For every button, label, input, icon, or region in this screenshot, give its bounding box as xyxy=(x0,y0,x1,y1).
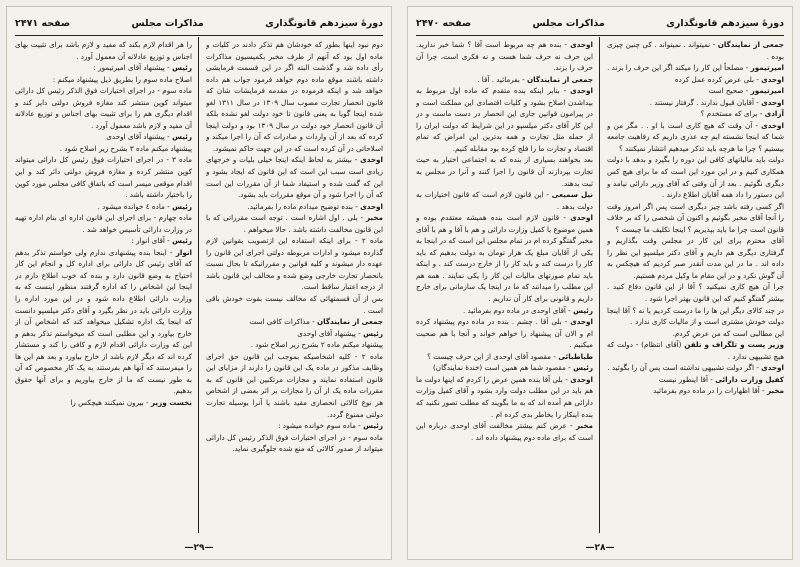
speaker-name: نخست وزیر xyxy=(150,397,192,407)
speaker-name: اوحدی xyxy=(360,155,383,165)
paragraph-text: پیشنهاد میکنم ماده ۲ بشرح زیر اصلاح شود . xyxy=(250,340,383,350)
speech-paragraph xyxy=(416,212,593,304)
speech-paragraph xyxy=(206,328,383,340)
paragraph-text: در چند کالای دیگر این ها را ما درست کردیم یا نه ؟ آقا اینجا دولت خودش مشتری است و از مالیات کاری ندارد . xyxy=(607,305,784,327)
speaker-name: امیرتیمور xyxy=(750,63,784,73)
speaker-name: اوحدی xyxy=(761,363,784,373)
paragraph-text: اگر کسی رفته باشد چیز دیگری است پس اگر امروز وقت را آنجا آقای مخبر بگوئیم و اکنون آن شخصی را که بر خلاف قانون است چرا ما باید بپذیریم ؟ اینجا تکلیف ما چیست ؟ xyxy=(607,201,784,234)
speaker-name: آزادی xyxy=(764,109,784,119)
speech-paragraph xyxy=(607,39,784,62)
header-rule xyxy=(15,35,383,36)
column-rule xyxy=(599,37,600,533)
text-paragraph xyxy=(15,85,192,131)
paragraph-text: - بلی آقا . چشم . بنده در ماده دوم پیشنهاد کرده ام و الان آن پیشنهاد را خواهم خواند و آنجا با هم صحبت میکنیم . xyxy=(416,317,593,350)
speech-paragraph xyxy=(416,305,593,317)
paragraph-text: بعد بخواهند بسیاری از بنده که به اجتماعی اختیار به حیث تجارت بپردازند آن قانون را اجرا کنند و آنرا در مجلس به ثبت بدهند. xyxy=(416,155,593,188)
speech-paragraph xyxy=(607,120,784,155)
speaker-name: امیرتیمور xyxy=(750,86,784,96)
speaker-name: انوار xyxy=(175,247,192,257)
speaker-name: وزیر پست و تلگراف و تلفن xyxy=(684,340,784,350)
text-paragraph xyxy=(206,293,383,316)
speech-paragraph xyxy=(206,420,383,432)
speech-paragraph xyxy=(15,235,192,247)
paragraph-text: - بلی . اول اشاره است . توجه است مقرراتی که با این قانون مخالفت داشته باشد . حالا میخواهم . xyxy=(206,213,383,234)
header-session: دورهٔ سیزدهم قانونگذاری xyxy=(265,18,383,29)
speech-paragraph xyxy=(416,39,593,74)
speaker-name: اوحدی xyxy=(570,374,593,384)
paragraph-text: - برای که مستخدم ؟ xyxy=(700,109,763,119)
paragraph-text: - بنده هم چه مربوط است آقا ؟ شما خبر ندارید. این حرف نه حرف شما هست و نه فکری است، چرا آن حرف را بزند. xyxy=(416,40,593,73)
paragraph-text: دوم نبود اینها بطور که خودشان هم تذکر دادند در کلیات و ماده اول بود که آنهم از طرف مخبر بکمیسیون مذاکرات رأی داده شد و گذشت البته اگر در این قسمت فرمایشی داشته باشند موقع ماده دوم خواهد فرمود جواب هم داده خواهد شد و اینکه فرموده در مقدمه فرمایشات شان که قانون انحصار تجارت مصوب سال ۱۳۰۹ در سال ۱۳۱۱ لغو شده اینجا گویا به یعنی قانون تا خود دولت لغو نشده بلکه آن قانون انحصار خود دولت در سال ۱۳۰۹ بود و دولت اینجا کرده که بعد از آن واردات و صادرات که آن را اجرا میکند و اسلاحاتی در آن کرده است که در این جهت حاکم نمیشود. xyxy=(206,40,383,153)
paragraph-text: - بفرمائید . آقا . xyxy=(477,74,525,84)
speech-paragraph xyxy=(206,316,383,328)
speech-paragraph xyxy=(607,74,784,86)
text-paragraph xyxy=(607,305,784,328)
speech-paragraph xyxy=(607,385,784,397)
speech-paragraph xyxy=(416,362,593,374)
paragraph-text: بس از آن قسمتهائی که مخالف نیست بقوت خودش باقی است . xyxy=(206,294,383,315)
paragraph-text: - اگر دولت تشبیهی نداشته است پس آن را بگوئید . xyxy=(607,363,759,373)
paragraph-text: - آن وقت که هیچ کاری است با او . . مگر من و شما که اینجا نشسته ایم چه عذری داریم که رفاهیت جامعه بیستیم ؟ چرا ما هرچه باید تذکر میدهیم انتشار نمیکنند ؟ xyxy=(607,120,784,153)
text-paragraph xyxy=(416,154,593,189)
paragraph-text: - ماده ٤ خوانده میشود . xyxy=(97,201,170,211)
text-paragraph xyxy=(607,201,784,236)
speech-paragraph xyxy=(607,62,784,74)
speech-paragraph xyxy=(416,74,593,86)
speech-paragraph xyxy=(607,97,784,109)
speaker-name: رئیس xyxy=(573,363,593,373)
paragraph-text: - بلی عرض کرده عمل کرده xyxy=(674,74,759,84)
speaker-name: اوحدی xyxy=(761,120,784,130)
header-title: مذاکرات مجلس xyxy=(532,18,605,29)
text-paragraph xyxy=(15,212,192,235)
paragraph-text: - اینجا بنده پیشنهادی ندارم ولی خواستم تذکر بدهم که آقای رئیس کل دارائی برای اداره کل و انجام این کار احتیاج به وضع قانون دارد و بنده که خوب اطلاع دارم در اینجا این اشخاص را که اداره گرفتند منظور اینست که به وزارت دارائی اطلاع داده شود و در این مورد اداره را وزارت دارائی باید در نظر بگیرد و آقای دکتر میلسپو دانست که اینجا یک اداره تشکیل میخواهد کند که اشخاص آن از خارج بیاورد و این مطلبی است که میخواستم تذکر بدهم و این که وزارت دارائی اقدام لازم و کافی را کند و مستشار کرده اند که دیگر لازم باشد از خارج بیاورد و بعد هم این ها را میفرستند که آنها هم بفرستند به یک کار مخصوص که آن به طور نیست که ما از خارج بیاوریم و برای آنها حقوق بدهیم. xyxy=(15,247,192,396)
column-right xyxy=(607,39,784,527)
page-header xyxy=(416,17,784,32)
speech-paragraph xyxy=(416,374,593,420)
paragraph-text: (آقای انتظام) - دولت که هیچ تشبیهی ندارد . xyxy=(607,340,784,361)
speaker-name: رئیس xyxy=(363,421,383,431)
paragraph-text: - پیشنهاد آقای اوحدی xyxy=(297,328,361,338)
text-paragraph xyxy=(15,143,192,155)
page-2471 xyxy=(6,6,392,560)
speech-paragraph xyxy=(15,201,192,213)
paragraph-text: پیشنهاد میکنم ماده ۳ بشرح زیر اصلاح شود . xyxy=(59,143,192,153)
paragraph-text: - بنابر اینکه بنده متقدم که ماده اول مربوط به بیداشدن اصلاح بشود و کلیات اقتصادی این مملکت است و در پیرامون قوانین جاری این انحصار در دست ماست و در این کار آقای دکتر میلسپو در این شرایط که دولت ایران را از حمله مثل تجارت و همه بدترین این امراض که تمام اقتصاد و تجارت ما را فلج کرده بود مقابله کنیم. xyxy=(416,86,593,153)
text-paragraph xyxy=(206,339,383,351)
speech-paragraph xyxy=(607,362,784,374)
paragraph-text: - آقا اینطور نیست xyxy=(658,374,713,384)
paragraph-text: - بیشتر به لحاظ اینکه اینجا خیلی بلیات و خرجهای زیادی است سبب این است که این قانون که ایجاد بشود و این که گفت شده و استیفاد شما از آن مقررات این است که آن را اجرا شود و آن موقع مقررات باید بشود. xyxy=(206,155,383,200)
paragraph-text: - بلی آقا بنده همین عرض را کردم که اینها دولت ما هم باید در این مطلب دولت وارد بشود و آقای کفیل وزارت دارائی هم آمده اند که به ما بگویند که مطلب تصور نکنید که بنده اینکار را بخاطر بدی کرده ام . xyxy=(416,374,593,419)
speech-paragraph xyxy=(206,154,383,200)
text-paragraph xyxy=(15,74,192,86)
speech-paragraph xyxy=(607,339,784,362)
speech-paragraph xyxy=(15,247,192,397)
column-left xyxy=(15,39,192,527)
paragraph-text: - ماده سوم خوانده میشود : xyxy=(278,421,361,431)
paragraph-text: - مذاکرات کافی است xyxy=(249,317,315,327)
paragraph-text: - نمیتواند . نمیتواند . کی چنین چیزی بوده . xyxy=(607,40,784,61)
header-rule xyxy=(416,35,784,36)
paragraph-text: - پیشنهاد آقای امیرتیمور : xyxy=(93,63,170,73)
header-page-number: صفحه ۲۴۷۰ xyxy=(416,18,472,29)
text-paragraph xyxy=(206,39,383,154)
page-footer-number: —۲۸— xyxy=(585,543,615,553)
paragraph-text: ماده چهارم - برای اجرای این قانون اداره ای بنام اداره تهیه در وزارت دارائی تأسیس خواهد شد . xyxy=(15,213,192,234)
paragraph-text: - عرض کنم بیشتر مخالفت آقای اوحدی درباره این است که برای ماده دوم پیشنهاد داده اند . xyxy=(416,421,593,442)
speech-paragraph xyxy=(206,212,383,235)
speaker-name: مخبر xyxy=(766,386,784,396)
speech-paragraph xyxy=(15,131,192,143)
paragraph-text: - قانون لازم است بنده همیشه معتقدم بوده و همین موضوع با کفیل وزارت دارائی و هم با آقا و هم با آقای مخبر گفتگو کرده ام در تمام مجلس این است که در اینجا به یکی از آقایان مبلغ یک هزار تومان به دولت بدهیم که باید کار را درست کند و باید کار را از خارج درست کند . و اینکه باید تمام صورتهای مالیات این کار را یکی نمایند . همه هم این مطلب را میدانند که ما در اینجا یک سازمانی برای خارج داریم و قانونی برای کار آن نداریم . xyxy=(416,213,593,304)
speaker-name: اوحدی xyxy=(761,74,784,84)
paragraph-text: - مقصود شما هم همین است (خندهٔ نمایندگان) xyxy=(433,363,571,373)
speaker-name: جمعی از نمایندگان xyxy=(317,317,383,327)
text-paragraph xyxy=(206,235,383,293)
paragraph-text: - آقایان قبول ندارند . گرفتار نیستند . xyxy=(649,97,759,107)
speech-paragraph xyxy=(607,108,784,120)
paragraph-text: - بیرون نمیکنند هیچکس را xyxy=(70,397,149,407)
speaker-name: جمعی از نمایندگان xyxy=(717,40,784,49)
paragraph-text: - صحیح است xyxy=(708,86,749,96)
paragraph-text: - بنده توضیح میدادم ماده را بفرمائید. xyxy=(247,201,358,211)
paragraph-text: را هر اقدام لازم بکند که مفید و لازم باشد برای تثبیت بهای اجناس و توزیع عادلانه آن معمول آورد . xyxy=(15,40,192,61)
column-right xyxy=(206,39,383,527)
text-paragraph xyxy=(15,154,192,200)
speech-paragraph xyxy=(416,420,593,443)
speaker-name: اوحدی xyxy=(360,201,383,211)
speaker-name: رئیس xyxy=(172,236,192,246)
speaker-name: اوحدی xyxy=(570,213,593,223)
speech-paragraph xyxy=(15,62,192,74)
speech-paragraph xyxy=(416,189,593,212)
paragraph-text: - پیشنهاد آقای اوحدی xyxy=(106,132,170,142)
header-session: دورهٔ سیزدهم قانونگذاری xyxy=(666,18,784,29)
speech-paragraph xyxy=(206,201,383,213)
paragraph-text: ماده ۳ - در اجرای اختیارات فوق رئیس کل دارائی میتواند کوپن منتشر کرده و مغازه فروش دولتی دائر کند و این اقدام موقعی میسر است که باتفاق کافی مجلس مورد کوپن را باختیار داشته باشد . xyxy=(15,155,192,200)
column-rule xyxy=(198,37,199,533)
column-left xyxy=(416,39,593,527)
text-paragraph xyxy=(15,39,192,62)
text-paragraph xyxy=(607,235,784,281)
paragraph-text: ماده سوم - در اجرای اختیارات فوق الذکر رئیس کل دارائی میتواند کوپن منتشر کند مغازه فروش دولتی دایر کند و اقدام دیگری هم را برای تثبیت بهای اجناس و توزیع عادلانه آن مفید و لازم باشد معمول آورد . xyxy=(15,86,192,130)
speaker-name: اوحدی xyxy=(570,317,593,327)
speaker-name: رئیس xyxy=(573,305,593,315)
paragraph-text: دولت باید مالیاتهای کافی این دوره را بگیرد و بدهد با دولت همکاری کنیم و در این مورد این است که ما برای هیچ کس دیگری نگوئیم . بعد از آن وقتی که آقای وزیر دارائی نیامد و این دستور را داد همه آقایان اطلاع دارند . xyxy=(607,155,784,200)
text-paragraph xyxy=(206,351,383,420)
speaker-name: نیل سمیعی xyxy=(551,190,593,200)
speaker-name: طباطبائی xyxy=(558,351,593,361)
speaker-name: جمعی از نمایندگان xyxy=(527,74,593,84)
speaker-name: مخبر xyxy=(365,213,383,223)
speaker-name: رئیس xyxy=(172,132,192,142)
page-2470 xyxy=(407,6,793,560)
page-footer-number: —۲۹— xyxy=(184,543,214,553)
header-page-number: صفحه ۲۴۷۱ xyxy=(15,18,71,29)
speech-paragraph xyxy=(607,85,784,97)
speaker-name: اوحدی xyxy=(570,40,593,49)
paragraph-text: - آقای انوار : xyxy=(131,236,170,246)
paragraph-text: چرا آن هیچ کاری نمیکنید ؟ آقا از این قانون دفاع کنید . بیشتر گفتگو کنیم که این قانون بهتر اجرا شود . xyxy=(607,282,784,304)
speaker-name: اوحدی xyxy=(761,97,784,107)
speech-paragraph xyxy=(416,351,593,363)
paragraph-text: - آقا اظهارات را در ماده دوم بفرمائید xyxy=(653,386,765,396)
speech-paragraph xyxy=(15,397,192,409)
speaker-name: رئیس xyxy=(172,201,192,211)
text-paragraph xyxy=(607,328,784,340)
paragraph-text: - آقای اوحدی در ماده دوم بفرمائید . xyxy=(462,305,571,315)
speaker-name: کفیل وزارت دارائی xyxy=(715,374,784,384)
speaker-name: مخبر xyxy=(575,421,593,431)
paragraph-text: ماده ۲ - برای اینکه استفاده این ازتصویب بقوانین لازم گذارده میشود و ادارات مربوطه دولتی اجرای این قانون را عهده دار میشوند و کلیه قوانین و مقرراتیکه تا بحال نسبت بانحصار تجارت خارجی وضع شده و مخالف این قانون باشد از درجه اعتبار ساقط است. xyxy=(206,236,383,292)
speech-paragraph xyxy=(416,316,593,351)
paragraph-text: - مصلحاً این کار را میکند اگر این حرف را بزند . xyxy=(607,63,749,73)
paragraph-text: ماده ۲ - کلیه اشخاصیکه بموجب این قانون حق اجرای وظایف مذکور در ماده یک این قانون را دارند از مزایای این قانون استفاده نمایند و مجازات مرتکبین این قانون که به مقررات ماده یک از آن را مجازات بر اثر بعضی از اشخاص هر نوع کالائی انحصاری مقید باشند یا آنرا بوسیله تجارت دولتی ممنوع گردد. xyxy=(206,351,383,419)
paragraph-text: - مقصود آقای اوحدی از این حرف چیست ؟ xyxy=(427,351,556,361)
speaker-name: رئیس xyxy=(172,63,192,73)
paragraph-text: این مطالبی است که من عرض کردم. xyxy=(672,328,784,338)
page-header xyxy=(15,17,383,32)
text-paragraph xyxy=(607,281,784,304)
paragraph-text: اصلاح ماده سوم را بطریق ذیل پیشنهاد میکنم : xyxy=(52,74,192,84)
speaker-name: اوحدی xyxy=(570,86,593,96)
paragraph-text: ماده سوم - در اجرای اختیارات فوق الذکر رئیس کل دارائی میتواند از صدور کالائی که منع شده جلوگیری نماید. xyxy=(206,432,383,454)
speech-paragraph xyxy=(416,85,593,154)
speech-paragraph xyxy=(607,374,784,386)
text-paragraph xyxy=(206,432,383,455)
speaker-name: رئیس xyxy=(363,328,383,338)
paragraph-text: - این قانون لازم است که قانون اختیارات به دولت بدهد . xyxy=(416,190,593,211)
text-paragraph xyxy=(607,154,784,200)
paragraph-text: آقای محترم برای این کار در مجلس وقت بگذاریم و گرفتاری دیگری هم داریم و آقای دکتر میلسپو این نظر را داده اند . ما در این مدت آنقدر صبر کردیم که هیچکس به آن گوش نکرد و در این مقام ما وکیل مردم هستیم. xyxy=(607,236,784,280)
header-title: مذاکرات مجلس xyxy=(131,18,204,29)
